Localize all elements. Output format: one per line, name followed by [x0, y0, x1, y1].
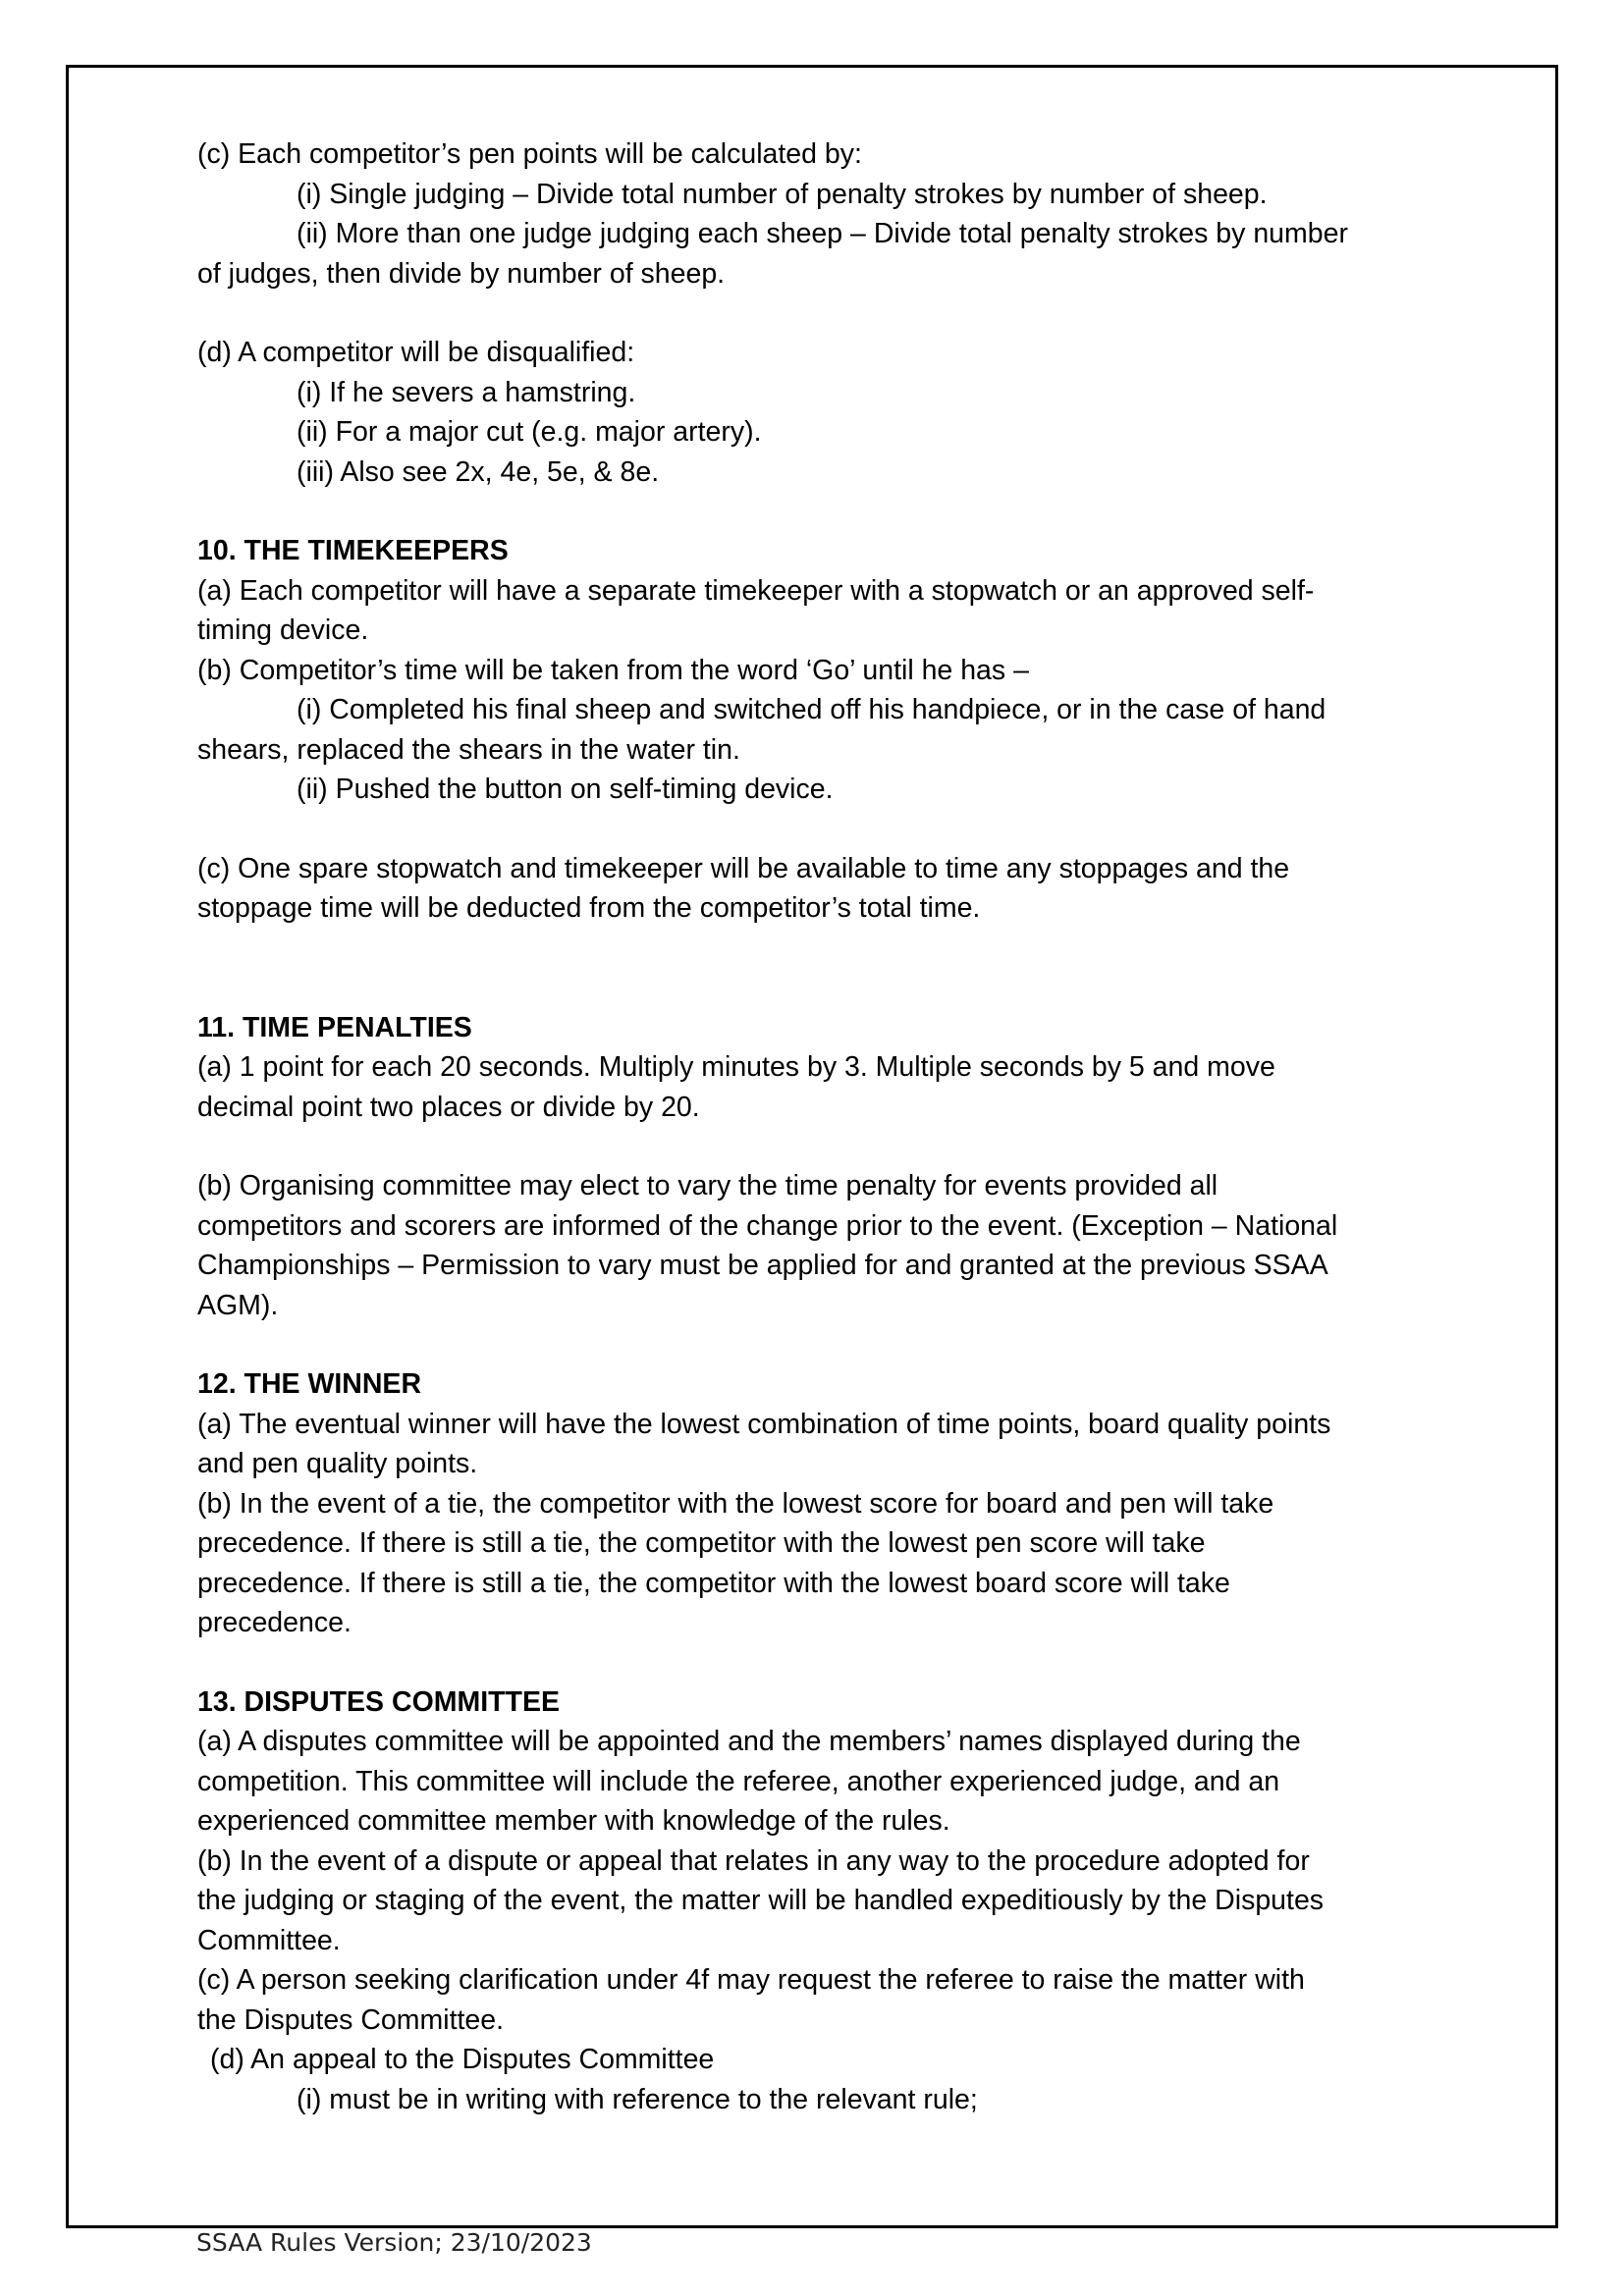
section-11-time-penalties	[197, 1008, 1444, 1326]
text-line: (b) In the event of a dispute or appeal that relates in any way to the procedure adopted for	[197, 1844, 1310, 1877]
text-line: (a) Each competitor will have a separate timekeeper with a stopwatch or an approved self-	[197, 574, 1315, 607]
text-line: competition. This committee will include the referee, another experienced judge, and an	[197, 1765, 1280, 1797]
text-line: competitors and scorers are informed of the change prior to the event. (Exception – National	[197, 1209, 1338, 1242]
section-12-winner	[197, 1364, 1444, 1643]
text-line: (a) A disputes committee will be appointed and the members’ names displayed during the	[197, 1726, 1301, 1757]
text-line: (a) The eventual winner will have the lowest combination of time points, board quality points	[197, 1408, 1331, 1440]
section-9c	[197, 134, 1444, 294]
text-line: the judging or staging of the event, the matter will be handled expeditiously by the Disputes	[197, 1885, 1325, 1916]
text-line: AGM).	[197, 1289, 279, 1321]
text-line: (a) 1 point for each 20 seconds. Multiply minutes by 3. Multiple seconds by 5 and move	[197, 1051, 1275, 1083]
text-line: precedence. If there is still a tie, the competitor with the lowest board score will take	[197, 1567, 1230, 1599]
text-line: (b) Competitor’s time will be taken from the word ‘Go’ until he has –	[197, 654, 1029, 686]
text-line: (b) Organising committee may elect to vary the time penalty for events provided all	[197, 1170, 1218, 1201]
text-line: of judges, then divide by number of sheep.	[197, 257, 726, 290]
text-line: precedence.	[197, 1607, 352, 1638]
section-heading: 10. THE TIMEKEEPERS	[197, 535, 509, 566]
section-10-timekeepers	[197, 531, 1444, 929]
text-line: (i) Single judging – Divide total number of penalty strokes by number of sheep.	[297, 178, 1268, 210]
text-line: stoppage time will be deducted from the competitor’s total time.	[197, 892, 981, 924]
text-line: (b) In the event of a tie, the competitor with the lowest score for board and pen will take	[197, 1487, 1274, 1520]
text-line: (iii) Also see 2x, 4e, 5e, & 8e.	[297, 455, 660, 488]
text-line: the Disputes Committee.	[197, 2003, 505, 2036]
text-line: (ii) For a major cut (e.g. major artery).	[297, 416, 762, 448]
text-line: and pen quality points.	[197, 1448, 478, 1479]
footer-version: SSAA Rules Version; 23/10/2023	[196, 2228, 592, 2257]
text-line: experienced committee member with knowledge of the rules.	[197, 1805, 950, 1837]
text-line: (d) A competitor will be disqualified:	[197, 337, 635, 368]
text-line: (c) Each competitor’s pen points will be calculated by:	[197, 138, 862, 170]
text-line: (i) Completed his final sheep and switched off his handpiece, or in the case of hand	[297, 694, 1326, 725]
text-line: timing device.	[197, 614, 369, 646]
text-line: decimal point two places or divide by 20.	[197, 1091, 700, 1123]
text-line: (i) must be in writing with reference to the relevant rule;	[297, 2083, 978, 2115]
text-line: (c) A person seeking clarification under 4f may request the referee to raise the matter with	[197, 1964, 1305, 1996]
document-body	[197, 134, 1444, 2119]
section-heading: 11. TIME PENALTIES	[197, 1011, 472, 1043]
section-9d	[197, 333, 1444, 492]
text-line: (ii) More than one judge judging each sheep – Divide total penalty strokes by number	[297, 218, 1348, 249]
text-line: (ii) Pushed the button on self-timing device.	[297, 774, 834, 805]
text-line: precedence. If there is still a tie, the competitor with the lowest pen score will take	[197, 1527, 1206, 1559]
text-line: shears, replaced the shears in the water tin.	[197, 733, 740, 766]
section-13-disputes-committee	[197, 1682, 1444, 2120]
section-heading: 12. THE WINNER	[197, 1368, 422, 1400]
text-line: (d) An appeal to the Disputes Committee	[210, 2044, 715, 2075]
text-line: (i) If he severs a hamstring.	[297, 376, 636, 408]
section-heading: 13. DISPUTES COMMITTEE	[197, 1685, 560, 1718]
text-line: Committee.	[197, 1924, 341, 1956]
text-line: Championships – Permission to vary must be applied for and granted at the previous SSAA	[197, 1250, 1328, 1281]
text-line: (c) One spare stopwatch and timekeeper will be available to time any stoppages and the	[197, 852, 1290, 884]
